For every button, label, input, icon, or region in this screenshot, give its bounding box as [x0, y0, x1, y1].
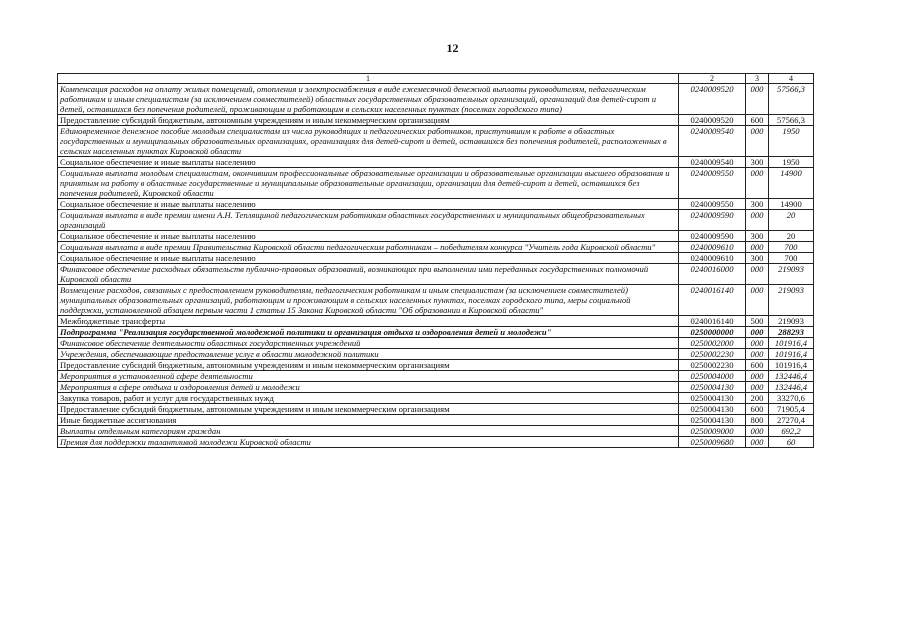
- table-row: [58, 126, 814, 157]
- row-sum-cell: 700: [769, 242, 814, 253]
- row-sum-cell: 700: [769, 253, 814, 264]
- row-code-cell: 0250002000: [679, 338, 746, 349]
- row-code-cell: 0240009540: [679, 157, 746, 168]
- row-name-cell: Предоставление субсидий бюджетным, автономным учреждениям и иным некоммерческим организациям: [58, 404, 679, 415]
- row-name-cell: Социальное обеспечение и иные выплаты населению: [58, 253, 679, 264]
- row-code-cell: 0250002230: [679, 360, 746, 371]
- row-name-cell: Межбюджетные трансферты: [58, 316, 679, 327]
- table-row: [58, 360, 814, 371]
- row-code-cell: 0250004000: [679, 371, 746, 382]
- table-row: [58, 338, 814, 349]
- row-kvr-cell: 000: [746, 264, 769, 285]
- table-row: [58, 157, 814, 168]
- row-kvr-cell: 000: [746, 242, 769, 253]
- row-code-cell: 0240016000: [679, 264, 746, 285]
- row-name-cell: Социальная выплата в виде премии Правительства Кировской области педагогическим работникам – победителям конкурса "Учитель года Кировской области": [58, 242, 679, 253]
- table-row: [58, 404, 814, 415]
- row-kvr-cell: 600: [746, 404, 769, 415]
- row-kvr-cell: 000: [746, 84, 769, 115]
- table-row: [58, 231, 814, 242]
- table-row: [58, 285, 814, 316]
- row-sum-cell: 33270,6: [769, 393, 814, 404]
- table-row: [58, 115, 814, 126]
- row-code-cell: 0240016140: [679, 285, 746, 316]
- row-name-cell: Социальная выплата молодым специалистам, окончившим профессиональные образовательные организации и образовательные организации высшего образования и принятым на работу в областные государственные и муниципальные образовательные организации, организации для детей-сирот и детей, оставшихся без попечения родителей, Кировской области: [58, 168, 679, 199]
- row-kvr-cell: 000: [746, 210, 769, 231]
- row-code-cell: 0250004130: [679, 404, 746, 415]
- row-sum-cell: 288293: [769, 327, 814, 338]
- row-name-cell: Предоставление субсидий бюджетным, автономным учреждениям и иным некоммерческим организациям: [58, 115, 679, 126]
- row-code-cell: 0240009540: [679, 126, 746, 157]
- table-row: [58, 426, 814, 437]
- row-name-cell: Финансовое обеспечение деятельности областных государственных учреждений: [58, 338, 679, 349]
- page-number: 12: [446, 41, 459, 55]
- row-name-cell: Закупка товаров, работ и услуг для государственных нужд: [58, 393, 679, 404]
- table-row: [58, 84, 814, 115]
- row-name-cell: Возмещение расходов, связанных с предоставлением руководителям, педагогическим работникам и иным специалистам (за исключением совместителей) муниципальных образовательных организаций, работающим и проживающим в сельских населенных пунктах, поселках городского типа, меры социальной поддержки, установленной абзацем первым части 1 статьи 15 Закона Кировской области "Об образовании в Кировской области": [58, 285, 679, 316]
- row-code-cell: 0240009610: [679, 242, 746, 253]
- header-cell-code: 2: [679, 74, 746, 84]
- budget-table: [57, 73, 814, 448]
- row-code-cell: 0240009550: [679, 199, 746, 210]
- row-name-cell: Единовременное денежное пособие молодым специалистам из числа руководящих и педагогических работников, приступившим к работе в областных государственных и муниципальных образовательных организациях, организациях для детей-сирот и детей, оставшихся без попечения родителей, расположенных в сельских населенных пунктах Кировской области: [58, 126, 679, 157]
- row-kvr-cell: 000: [746, 327, 769, 338]
- row-kvr-cell: 200: [746, 393, 769, 404]
- row-sum-cell: 101916,4: [769, 349, 814, 360]
- header-cell-name: 1: [58, 74, 679, 84]
- row-kvr-cell: 300: [746, 231, 769, 242]
- row-kvr-cell: 000: [746, 285, 769, 316]
- row-name-cell: Социальное обеспечение и иные выплаты населению: [58, 231, 679, 242]
- row-kvr-cell: 600: [746, 360, 769, 371]
- table-row: [58, 382, 814, 393]
- row-sum-cell: 132446,4: [769, 371, 814, 382]
- row-sum-cell: 57566,3: [769, 115, 814, 126]
- row-code-cell: 0250009000: [679, 426, 746, 437]
- row-kvr-cell: 600: [746, 115, 769, 126]
- row-code-cell: 0250009680: [679, 437, 746, 448]
- table-row: [58, 264, 814, 285]
- row-sum-cell: 219093: [769, 285, 814, 316]
- row-code-cell: 0250004130: [679, 393, 746, 404]
- row-sum-cell: 219093: [769, 264, 814, 285]
- table-row: [58, 327, 814, 338]
- table-row: [58, 371, 814, 382]
- row-code-cell: 0240009520: [679, 115, 746, 126]
- row-sum-cell: 71905,4: [769, 404, 814, 415]
- row-kvr-cell: 000: [746, 126, 769, 157]
- table-row: [58, 168, 814, 199]
- row-sum-cell: 132446,4: [769, 382, 814, 393]
- row-sum-cell: 1950: [769, 126, 814, 157]
- row-name-cell: Социальное обеспечение и иные выплаты населению: [58, 157, 679, 168]
- row-name-cell: Финансовое обеспечение расходных обязательств публично-правовых образований, возникающих при выполнении ими переданных государственных полномочий Кировской области: [58, 264, 679, 285]
- row-sum-cell: 57566,3: [769, 84, 814, 115]
- row-code-cell: 0240016140: [679, 316, 746, 327]
- row-name-cell: Премия для поддержки талантливой молодежи Кировской области: [58, 437, 679, 448]
- row-code-cell: 0250002230: [679, 349, 746, 360]
- table-row: [58, 349, 814, 360]
- row-name-cell: Иные бюджетные ассигнования: [58, 415, 679, 426]
- table-row: [58, 393, 814, 404]
- row-sum-cell: 60: [769, 437, 814, 448]
- row-code-cell: 0240009520: [679, 84, 746, 115]
- table-row: [58, 437, 814, 448]
- header-cell-sum: 4: [769, 74, 814, 84]
- row-kvr-cell: 000: [746, 426, 769, 437]
- table-header-row: [58, 74, 814, 84]
- row-sum-cell: 20: [769, 210, 814, 231]
- row-kvr-cell: 800: [746, 415, 769, 426]
- row-kvr-cell: 000: [746, 371, 769, 382]
- row-kvr-cell: 300: [746, 253, 769, 264]
- header-cell-kvr: 3: [746, 74, 769, 84]
- table-row: [58, 253, 814, 264]
- row-sum-cell: 20: [769, 231, 814, 242]
- row-kvr-cell: 000: [746, 349, 769, 360]
- row-sum-cell: 101916,4: [769, 360, 814, 371]
- row-kvr-cell: 300: [746, 199, 769, 210]
- row-sum-cell: 101916,4: [769, 338, 814, 349]
- row-kvr-cell: 500: [746, 316, 769, 327]
- row-name-cell: Выплаты отдельным категориям граждан: [58, 426, 679, 437]
- table-row: [58, 242, 814, 253]
- row-code-cell: 0250000000: [679, 327, 746, 338]
- row-name-cell: Компенсация расходов на оплату жилых помещений, отопления и электроснабжения в виде ежемесячной денежной выплаты руководителям, педагогическим работникам и иным специалистам (за исключением совместителей) областных государственных образовательных организаций, организаций для детей-сирот и детей, оставшихся без попечения родителей, проживающим и работающим в сельских населенных пунктах (поселках городского типа): [58, 84, 679, 115]
- table-row: [58, 415, 814, 426]
- row-code-cell: 0240009610: [679, 253, 746, 264]
- row-kvr-cell: 000: [746, 168, 769, 199]
- row-name-cell: Социальная выплата в виде премии имени А.Н. Теплящиной педагогическим работникам областных государственных и муниципальных общеобразовательных организаций: [58, 210, 679, 231]
- row-name-cell: Подпрограмма "Реализация государственной молодежной политики и организация отдыха и оздоровления детей и молодежи": [58, 327, 679, 338]
- row-name-cell: Предоставление субсидий бюджетным, автономным учреждениям и иным некоммерческим организациям: [58, 360, 679, 371]
- table-row: [58, 199, 814, 210]
- row-sum-cell: 219093: [769, 316, 814, 327]
- row-kvr-cell: 000: [746, 437, 769, 448]
- row-kvr-cell: 000: [746, 382, 769, 393]
- row-name-cell: Мероприятия в сфере отдыха и оздоровления детей и молодежи: [58, 382, 679, 393]
- row-code-cell: 0240009590: [679, 210, 746, 231]
- row-code-cell: 0240009590: [679, 231, 746, 242]
- row-sum-cell: 14900: [769, 168, 814, 199]
- row-name-cell: Социальное обеспечение и иные выплаты населению: [58, 199, 679, 210]
- row-kvr-cell: 000: [746, 338, 769, 349]
- row-kvr-cell: 300: [746, 157, 769, 168]
- row-sum-cell: 27270,4: [769, 415, 814, 426]
- row-code-cell: 0240009550: [679, 168, 746, 199]
- row-code-cell: 0250004130: [679, 415, 746, 426]
- row-name-cell: Учреждения, обеспечивающие предоставление услуг в области молодежной политики: [58, 349, 679, 360]
- table-row: [58, 316, 814, 327]
- row-sum-cell: 692,2: [769, 426, 814, 437]
- row-name-cell: Мероприятия в установленной сфере деятельности: [58, 371, 679, 382]
- row-sum-cell: 1950: [769, 157, 814, 168]
- row-code-cell: 0250004130: [679, 382, 746, 393]
- table-row: [58, 210, 814, 231]
- row-sum-cell: 14900: [769, 199, 814, 210]
